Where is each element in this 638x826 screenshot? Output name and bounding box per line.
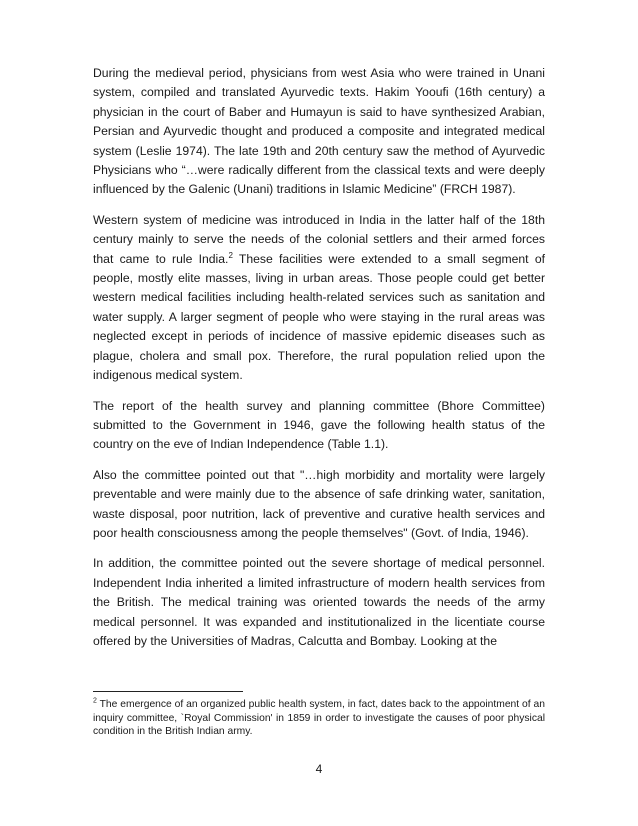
footnote [93, 698, 545, 739]
body-text [93, 64, 545, 662]
footnote-reference: 2 [228, 250, 233, 260]
paragraph-western-medicine-text: Western system of medicine was introduced in India in the latter half of the 18th century mainly to serve the needs of the colonial settlers and their armed forces that came to rule India. [93, 212, 545, 266]
paragraph-western-medicine [93, 211, 545, 386]
page-number: 4 [315, 762, 323, 776]
footnote-number: 2 [93, 697, 97, 705]
footnote-text: The emergence of an organized public health system, in fact, dates back to the appointment of an inquiry committee, `Royal Commission' in 1859 in order to investigate the causes of poor physical condition in the British Indian army. [93, 699, 545, 738]
paragraph-committee-quote: Also the committee pointed out that "…high morbidity and mortality were largely preventable and were mainly due to the absence of safe drinking water, sanitation, waste disposal, poor nutrition, lack of preventive and curative health services and poor health consciousness among the people themselves" (Govt. of India, 1946). [93, 467, 545, 540]
paragraph-western-medicine-continued: These facilities were extended to a small segment of people, mostly elite masses, living in urban areas. Those people could get better western medical facilities including health-related services such as sanitation and water supply. A larger segment of people who were staying in the rural areas was neglected except in periods of incidence of massive epidemic diseases such as plague, cholera and small pox. Therefore, the rural population relied upon the indigenous medical system. [93, 251, 545, 383]
paragraph-medieval-period: During the medieval period, physicians from west Asia who were trained in Unani system, compiled and translated Ayurvedic texts. Hakim Yooufi (16th century) a physician in the court of Baber and Humayun is said to have synthesized Arabian, Persian and Ayurvedic thought and produced a composite and integrated medical system (Leslie 1974). The late 19th and 20th century saw the method of Ayurvedic Physicians who “…were radically different from the classical texts and were deeply influenced by the Galenic (Unani) traditions in Islamic Medicine” (FRCH 1987). [93, 66, 545, 197]
paragraph-medical-personnel: In addition, the committee pointed out the severe shortage of medical personnel. Independent India inherited a limited infrastructure of modern health services from the British. The medical training was oriented towards the needs of the army medical personnel. It was expanded and institutionalized in the licentiate course offered by the Universities of Madras, Calcutta and Bombay. Looking at the [93, 556, 545, 648]
footnote-divider [93, 691, 243, 692]
paragraph-bhore-committee: The report of the health survey and planning committee (Bhore Committee) submitted to the Government in 1946, gave the following health status of the country on the eve of Indian Independence (Table 1.1). [93, 398, 545, 452]
